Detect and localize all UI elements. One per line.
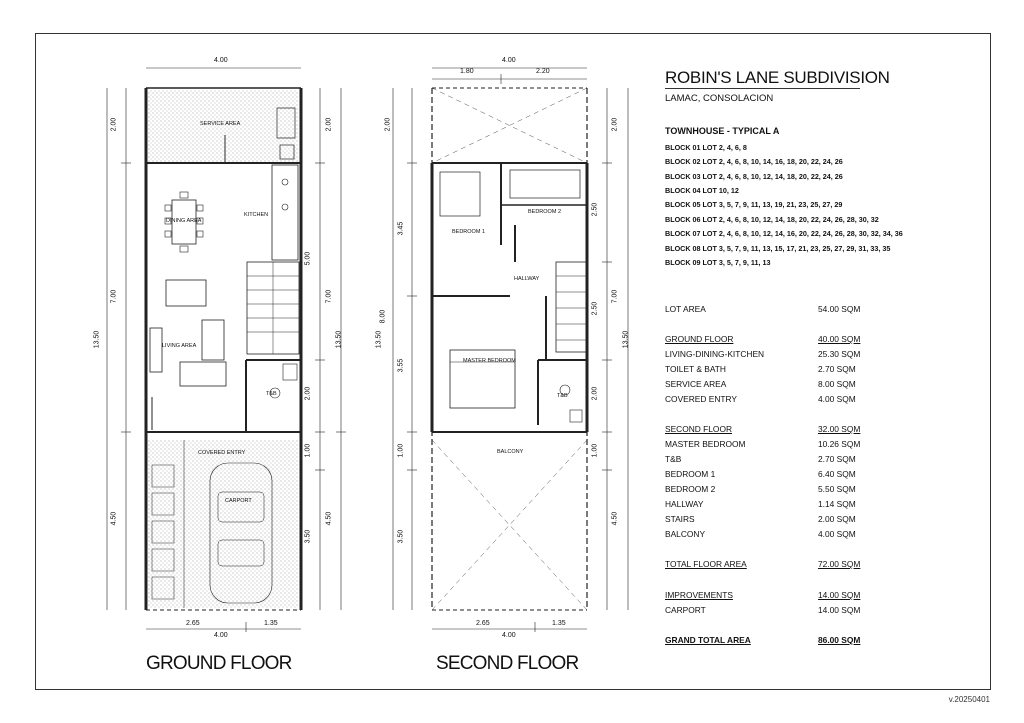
project-title: ROBIN'S LANE SUBDIVISION: [665, 68, 890, 87]
area-value-carport: 14.00 SQM: [818, 605, 861, 615]
second-floor-caption: SECOND FLOOR: [436, 653, 579, 674]
dim-left-3: 4.50: [110, 511, 118, 526]
area-label-ground: GROUND FLOOR: [665, 334, 734, 344]
area-label: STAIRS: [665, 514, 695, 524]
dim-bottom-right: 1.35: [264, 620, 278, 627]
room-label-tb-2: T&B: [557, 393, 568, 399]
area-value: 2.70 SQM: [818, 454, 856, 464]
area-value: 4.00 SQM: [818, 529, 856, 539]
unit-type-heading: TOWNHOUSE - TYPICAL A: [665, 126, 780, 136]
dim-right-total: 13.50: [335, 330, 343, 349]
dim-bottom: 4.00: [214, 632, 228, 639]
area-value: 6.40 SQM: [818, 469, 856, 479]
room-label-balcony: BALCONY: [497, 449, 524, 455]
area-label: LIVING-DINING-KITCHEN: [665, 349, 765, 359]
dim2-left-total: 13.50: [375, 330, 383, 349]
dim2-top-right: 2.20: [536, 68, 550, 75]
dim2-right-6: 4.50: [611, 511, 619, 526]
ground-floor-plan: [107, 68, 346, 632]
area-label-total-floor: TOTAL FLOOR AREA: [665, 559, 747, 569]
room-label-living-area: LIVING AREA: [162, 343, 197, 349]
dim-left-1: 2.00: [110, 117, 118, 132]
area-value-total-floor: 72.00 SQM: [818, 559, 861, 569]
dim2-right-1: 2.00: [611, 117, 619, 132]
area-label: BEDROOM 1: [665, 469, 716, 479]
area-value-lot: 54.00 SQM: [818, 304, 861, 314]
room-label-tb: T&B: [266, 391, 277, 397]
area-value-grand-total: 86.00 SQM: [818, 635, 861, 645]
dim-right-b: 4.50: [325, 511, 333, 526]
dim2-right-total: 13.50: [622, 330, 630, 349]
block-line: BLOCK 06 LOT 2, 4, 6, 8, 10, 12, 14, 18, 20, 22, 24, 26, 28, 30, 32: [665, 215, 879, 224]
dim-right-4: 1.00: [304, 443, 312, 458]
area-label: BEDROOM 2: [665, 484, 716, 494]
block-line: BLOCK 08 LOT 3, 5, 7, 9, 11, 13, 15, 17, 21, 23, 25, 27, 29, 31, 33, 35: [665, 244, 891, 253]
dim2-left-2: 3.45: [397, 221, 405, 236]
area-label-second: SECOND FLOOR: [665, 424, 733, 434]
area-label-improvements: IMPROVEMENTS: [665, 590, 733, 600]
dim-right-3: 2.00: [304, 386, 312, 401]
block-line: BLOCK 01 LOT 2, 4, 6, 8: [665, 143, 747, 152]
dim2-left-8: 8.00: [379, 309, 387, 324]
dim2-left-4: 1.00: [397, 443, 405, 458]
room-label-covered-entry: COVERED ENTRY: [198, 450, 246, 456]
dim2-right-a: 7.00: [611, 289, 619, 304]
dim2-bottom-right: 1.35: [552, 620, 566, 627]
area-value: 4.00 SQM: [818, 394, 856, 404]
dim-left-2: 7.00: [110, 289, 118, 304]
title-underline: [665, 88, 860, 89]
area-value-improvements: 14.00 SQM: [818, 590, 861, 600]
ground-floor-caption: GROUND FLOOR: [146, 653, 292, 674]
dim-right-2: 5.00: [304, 251, 312, 266]
block-line: BLOCK 09 LOT 3, 5, 7, 9, 11, 13: [665, 258, 771, 267]
area-value: 5.50 SQM: [818, 484, 856, 494]
area-label: T&B: [665, 454, 682, 464]
area-label: TOILET & BATH: [665, 364, 726, 374]
room-label-bedroom-1: BEDROOM 1: [452, 229, 486, 235]
dim2-left-1: 2.00: [384, 117, 392, 132]
dim-right-a: 7.00: [325, 289, 333, 304]
block-line: BLOCK 04 LOT 10, 12: [665, 186, 739, 195]
dim-bottom-left: 2.65: [186, 620, 200, 627]
area-value-ground: 40.00 SQM: [818, 334, 861, 344]
block-line: BLOCK 05 LOT 3, 5, 7, 9, 11, 13, 19, 21, 23, 25, 27, 29: [665, 200, 843, 209]
area-label-carport: CARPORT: [665, 605, 706, 615]
room-label-master-bedroom: MASTER BEDROOM: [463, 358, 516, 364]
dim-right-1: 2.00: [325, 117, 333, 132]
area-label-grand-total: GRAND TOTAL AREA: [665, 635, 751, 645]
room-label-carport: CARPORT: [225, 498, 252, 504]
area-label: COVERED ENTRY: [665, 394, 737, 404]
room-label-dining-area: DINING AREA: [166, 218, 202, 224]
area-value: 1.14 SQM: [818, 499, 856, 509]
dim-top: 4.00: [214, 57, 228, 64]
dim2-left-5: 3.50: [397, 529, 405, 544]
dim-left-total: 13.50: [93, 330, 101, 349]
dim2-right-2: 2.50: [591, 202, 599, 217]
dim2-right-5: 1.00: [591, 443, 599, 458]
room-label-service-area: SERVICE AREA: [200, 121, 241, 127]
area-value-second: 32.00 SQM: [818, 424, 861, 434]
second-floor-plan: [393, 68, 628, 632]
area-value: 10.26 SQM: [818, 439, 861, 449]
dim2-bottom-left: 2.65: [476, 620, 490, 627]
room-label-bedroom-2: BEDROOM 2: [528, 209, 562, 215]
area-label: SERVICE AREA: [665, 379, 727, 389]
area-value: 8.00 SQM: [818, 379, 856, 389]
room-label-kitchen: KITCHEN: [244, 212, 269, 218]
dim2-left-3: 3.55: [397, 358, 405, 373]
area-value: 2.00 SQM: [818, 514, 856, 524]
area-value: 2.70 SQM: [818, 364, 856, 374]
block-line: BLOCK 02 LOT 2, 4, 6, 8, 10, 14, 16, 18, 20, 22, 24, 26: [665, 157, 843, 166]
dim2-top-left: 1.80: [460, 68, 474, 75]
area-value: 25.30 SQM: [818, 349, 861, 359]
room-label-hallway: HALLWAY: [514, 276, 540, 282]
dim2-bottom: 4.00: [502, 632, 516, 639]
area-label: BALCONY: [665, 529, 706, 539]
area-label-lot: LOT AREA: [665, 304, 706, 314]
dim2-top: 4.00: [502, 57, 516, 64]
dim-right-5: 3.50: [304, 529, 312, 544]
project-location: LAMAC, CONSOLACION: [665, 93, 774, 104]
area-label: HALLWAY: [665, 499, 704, 509]
area-label: MASTER BEDROOM: [665, 439, 746, 449]
block-line: BLOCK 07 LOT 2, 4, 6, 8, 10, 12, 14, 16, 20, 22, 24, 26, 28, 30, 32, 34, 36: [665, 229, 903, 238]
dim2-right-4: 2.00: [591, 386, 599, 401]
block-line: BLOCK 03 LOT 2, 4, 6, 8, 10, 12, 14, 18, 20, 22, 24, 26: [665, 172, 843, 181]
version-stamp: v.20250401: [948, 695, 990, 704]
dim2-right-3: 2.50: [591, 301, 599, 316]
